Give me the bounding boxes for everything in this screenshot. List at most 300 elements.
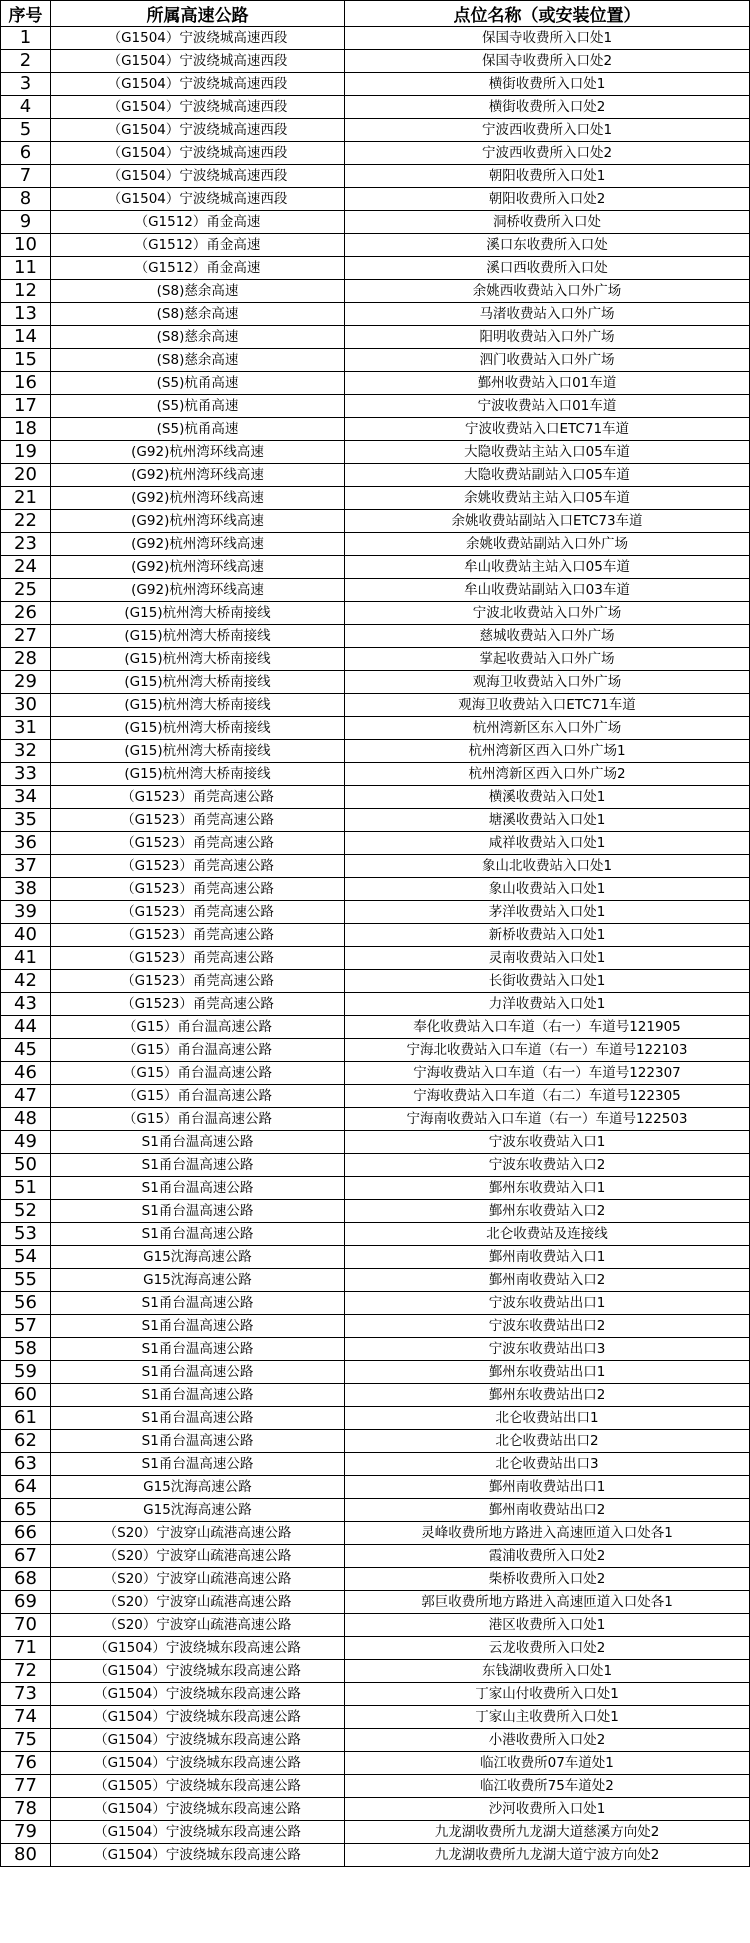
table-row — [1, 1246, 750, 1269]
table-row — [1, 464, 750, 487]
row-highway: （G1504）宁波绕城高速西段 — [51, 188, 345, 211]
row-highway: S1甬台温高速公路 — [51, 1453, 345, 1476]
row-location: 保国寺收费所入口处1 — [345, 27, 750, 50]
header-location: 点位名称（或安装位置） — [345, 1, 750, 27]
row-location: 泗门收费站入口外广场 — [345, 349, 750, 372]
row-highway: (G92)杭州湾环线高速 — [51, 464, 345, 487]
row-location: 宁波收费站入口ETC71车道 — [345, 418, 750, 441]
table-row — [1, 694, 750, 717]
row-highway: （G1523）甬莞高速公路 — [51, 901, 345, 924]
row-index: 2 — [1, 50, 51, 73]
row-highway: （G1504）宁波绕城东段高速公路 — [51, 1729, 345, 1752]
row-index: 70 — [1, 1614, 51, 1637]
table-row — [1, 1476, 750, 1499]
row-index: 58 — [1, 1338, 51, 1361]
row-highway: （G1504）宁波绕城东段高速公路 — [51, 1752, 345, 1775]
table-row — [1, 1591, 750, 1614]
row-highway: (S5)杭甬高速 — [51, 372, 345, 395]
row-highway: （G1523）甬莞高速公路 — [51, 832, 345, 855]
row-index: 42 — [1, 970, 51, 993]
row-location: 灵峰收费所地方路进入高速匝道入口处各1 — [345, 1522, 750, 1545]
table-row — [1, 878, 750, 901]
row-location: 牟山收费站主站入口05车道 — [345, 556, 750, 579]
table-row — [1, 1338, 750, 1361]
row-highway: （G15）甬台温高速公路 — [51, 1039, 345, 1062]
row-index: 60 — [1, 1384, 51, 1407]
table-row — [1, 73, 750, 96]
row-location: 新桥收费站入口处1 — [345, 924, 750, 947]
row-index: 59 — [1, 1361, 51, 1384]
row-index: 25 — [1, 579, 51, 602]
row-index: 12 — [1, 280, 51, 303]
row-index: 26 — [1, 602, 51, 625]
row-index: 13 — [1, 303, 51, 326]
row-index: 54 — [1, 1246, 51, 1269]
row-index: 16 — [1, 372, 51, 395]
row-highway: （S20）宁波穿山疏港高速公路 — [51, 1522, 345, 1545]
table-row — [1, 947, 750, 970]
row-location: 鄞州南收费站出口1 — [345, 1476, 750, 1499]
row-location: 塘溪收费站入口处1 — [345, 809, 750, 832]
row-index: 63 — [1, 1453, 51, 1476]
row-highway: （G1504）宁波绕城高速西段 — [51, 119, 345, 142]
row-location: 余姚收费站主站入口05车道 — [345, 487, 750, 510]
table-row — [1, 1062, 750, 1085]
table-row — [1, 1407, 750, 1430]
row-location: 溪口西收费所入口处 — [345, 257, 750, 280]
row-index: 78 — [1, 1798, 51, 1821]
row-index: 45 — [1, 1039, 51, 1062]
row-highway: （G15）甬台温高速公路 — [51, 1062, 345, 1085]
row-highway: S1甬台温高速公路 — [51, 1223, 345, 1246]
table-row — [1, 1729, 750, 1752]
row-index: 72 — [1, 1660, 51, 1683]
row-index: 40 — [1, 924, 51, 947]
row-location: 慈城收费站入口外广场 — [345, 625, 750, 648]
row-highway: G15沈海高速公路 — [51, 1269, 345, 1292]
row-index: 76 — [1, 1752, 51, 1775]
row-index: 74 — [1, 1706, 51, 1729]
row-highway: (S5)杭甬高速 — [51, 418, 345, 441]
row-index: 49 — [1, 1131, 51, 1154]
row-location: 霞浦收费所入口处2 — [345, 1545, 750, 1568]
row-index: 80 — [1, 1844, 51, 1867]
header-index: 序号 — [1, 1, 51, 27]
row-location: 宁波东收费站出口1 — [345, 1292, 750, 1315]
row-index: 43 — [1, 993, 51, 1016]
table-row — [1, 648, 750, 671]
row-location: 保国寺收费所入口处2 — [345, 50, 750, 73]
table-row — [1, 1568, 750, 1591]
row-highway: （G1523）甬莞高速公路 — [51, 809, 345, 832]
row-location: 朝阳收费所入口处2 — [345, 188, 750, 211]
row-highway: （G1504）宁波绕城东段高速公路 — [51, 1821, 345, 1844]
row-index: 44 — [1, 1016, 51, 1039]
row-index: 37 — [1, 855, 51, 878]
table-row — [1, 395, 750, 418]
table-row — [1, 1292, 750, 1315]
table-row — [1, 142, 750, 165]
table-row — [1, 602, 750, 625]
row-highway: （S20）宁波穿山疏港高速公路 — [51, 1614, 345, 1637]
table-header — [1, 1, 750, 27]
row-highway: (G15)杭州湾大桥南接线 — [51, 740, 345, 763]
row-index: 46 — [1, 1062, 51, 1085]
row-index: 79 — [1, 1821, 51, 1844]
table-row — [1, 303, 750, 326]
row-index: 75 — [1, 1729, 51, 1752]
row-location: 余姚西收费站入口外广场 — [345, 280, 750, 303]
table-row — [1, 165, 750, 188]
row-index: 35 — [1, 809, 51, 832]
row-location: 横溪收费站入口处1 — [345, 786, 750, 809]
row-index: 17 — [1, 395, 51, 418]
table-row — [1, 27, 750, 50]
row-highway: S1甬台温高速公路 — [51, 1131, 345, 1154]
table-row — [1, 188, 750, 211]
row-index: 69 — [1, 1591, 51, 1614]
row-index: 48 — [1, 1108, 51, 1131]
table-row — [1, 832, 750, 855]
row-highway: (G92)杭州湾环线高速 — [51, 533, 345, 556]
table-row — [1, 510, 750, 533]
row-location: 象山北收费站入口处1 — [345, 855, 750, 878]
row-highway: （G1523）甬莞高速公路 — [51, 786, 345, 809]
row-index: 20 — [1, 464, 51, 487]
row-location: 九龙湖收费所九龙湖大道慈溪方向处2 — [345, 1821, 750, 1844]
row-highway: （G1523）甬莞高速公路 — [51, 993, 345, 1016]
table-row — [1, 855, 750, 878]
row-index: 29 — [1, 671, 51, 694]
table-row — [1, 1453, 750, 1476]
row-location: 宁海南收费站入口车道（右一）车道号122503 — [345, 1108, 750, 1131]
row-highway: （G1504）宁波绕城东段高速公路 — [51, 1798, 345, 1821]
row-index: 27 — [1, 625, 51, 648]
row-index: 22 — [1, 510, 51, 533]
table-row — [1, 1039, 750, 1062]
row-highway: （G1504）宁波绕城东段高速公路 — [51, 1706, 345, 1729]
row-location: 溪口东收费所入口处 — [345, 234, 750, 257]
row-location: 小港收费所入口处2 — [345, 1729, 750, 1752]
row-location: 观海卫收费站入口ETC71车道 — [345, 694, 750, 717]
row-location: 宁波东收费站出口3 — [345, 1338, 750, 1361]
table-row — [1, 1683, 750, 1706]
table-row — [1, 717, 750, 740]
row-location: 长街收费站入口处1 — [345, 970, 750, 993]
row-location: 宁海收费站入口车道（右一）车道号122307 — [345, 1062, 750, 1085]
row-index: 62 — [1, 1430, 51, 1453]
row-location: 云龙收费所入口处2 — [345, 1637, 750, 1660]
table-row — [1, 349, 750, 372]
row-location: 丁家山付收费所入口处1 — [345, 1683, 750, 1706]
row-index: 68 — [1, 1568, 51, 1591]
row-index: 65 — [1, 1499, 51, 1522]
row-highway: S1甬台温高速公路 — [51, 1407, 345, 1430]
row-index: 39 — [1, 901, 51, 924]
row-location: 咸祥收费站入口处1 — [345, 832, 750, 855]
row-location: 北仑收费站及连接线 — [345, 1223, 750, 1246]
row-location: 丁家山主收费所入口处1 — [345, 1706, 750, 1729]
row-highway: (G15)杭州湾大桥南接线 — [51, 763, 345, 786]
row-index: 3 — [1, 73, 51, 96]
row-location: 宁波东收费站入口2 — [345, 1154, 750, 1177]
table-row — [1, 1706, 750, 1729]
row-index: 53 — [1, 1223, 51, 1246]
row-location: 临江收费所07车道处1 — [345, 1752, 750, 1775]
row-highway: （G1523）甬莞高速公路 — [51, 855, 345, 878]
row-index: 73 — [1, 1683, 51, 1706]
row-highway: (S5)杭甬高速 — [51, 395, 345, 418]
table-row — [1, 901, 750, 924]
table-row — [1, 809, 750, 832]
row-location: 宁波北收费站入口外广场 — [345, 602, 750, 625]
table-row — [1, 1200, 750, 1223]
row-location: 鄞州南收费站入口1 — [345, 1246, 750, 1269]
row-highway: S1甬台温高速公路 — [51, 1200, 345, 1223]
table-row — [1, 326, 750, 349]
table-row — [1, 487, 750, 510]
table-row — [1, 1660, 750, 1683]
row-location: 鄞州东收费站出口1 — [345, 1361, 750, 1384]
row-index: 67 — [1, 1545, 51, 1568]
table-row — [1, 1637, 750, 1660]
row-location: 牟山收费站副站入口03车道 — [345, 579, 750, 602]
row-highway: (S8)慈余高速 — [51, 349, 345, 372]
row-highway: S1甬台温高速公路 — [51, 1315, 345, 1338]
row-location: 九龙湖收费所九龙湖大道宁波方向处2 — [345, 1844, 750, 1867]
table-row — [1, 740, 750, 763]
row-location: 大隐收费站副站入口05车道 — [345, 464, 750, 487]
row-highway: （G1504）宁波绕城东段高速公路 — [51, 1637, 345, 1660]
row-index: 11 — [1, 257, 51, 280]
row-highway: （G1523）甬莞高速公路 — [51, 878, 345, 901]
row-location: 东钱湖收费所入口处1 — [345, 1660, 750, 1683]
table-row — [1, 579, 750, 602]
row-location: 杭州湾新区东入口外广场 — [345, 717, 750, 740]
row-highway: （G1512）甬金高速 — [51, 234, 345, 257]
row-index: 15 — [1, 349, 51, 372]
row-highway: （S20）宁波穿山疏港高速公路 — [51, 1545, 345, 1568]
table-row — [1, 119, 750, 142]
row-location: 朝阳收费所入口处1 — [345, 165, 750, 188]
table-row — [1, 1775, 750, 1798]
table-row — [1, 1177, 750, 1200]
table-row — [1, 1384, 750, 1407]
row-index: 52 — [1, 1200, 51, 1223]
row-index: 7 — [1, 165, 51, 188]
table-row — [1, 257, 750, 280]
row-highway: （G1504）宁波绕城高速西段 — [51, 96, 345, 119]
row-index: 4 — [1, 96, 51, 119]
row-highway: S1甬台温高速公路 — [51, 1154, 345, 1177]
header-highway: 所属高速公路 — [51, 1, 345, 27]
table-row — [1, 234, 750, 257]
row-highway: （G1523）甬莞高速公路 — [51, 947, 345, 970]
row-location: 大隐收费站主站入口05车道 — [345, 441, 750, 464]
row-location: 横街收费所入口处2 — [345, 96, 750, 119]
table-row — [1, 1430, 750, 1453]
row-highway: G15沈海高速公路 — [51, 1246, 345, 1269]
table-row — [1, 1131, 750, 1154]
table-row — [1, 50, 750, 73]
row-index: 28 — [1, 648, 51, 671]
row-index: 32 — [1, 740, 51, 763]
table-row — [1, 1499, 750, 1522]
row-index: 21 — [1, 487, 51, 510]
row-index: 38 — [1, 878, 51, 901]
row-highway: (G92)杭州湾环线高速 — [51, 487, 345, 510]
row-index: 41 — [1, 947, 51, 970]
table-row — [1, 763, 750, 786]
row-index: 66 — [1, 1522, 51, 1545]
table-row — [1, 372, 750, 395]
table-row — [1, 1085, 750, 1108]
table-row — [1, 1752, 750, 1775]
header-row — [1, 1, 750, 27]
row-highway: (G15)杭州湾大桥南接线 — [51, 717, 345, 740]
row-location: 茅洋收费站入口处1 — [345, 901, 750, 924]
row-index: 71 — [1, 1637, 51, 1660]
row-index: 61 — [1, 1407, 51, 1430]
row-highway: (S8)慈余高速 — [51, 280, 345, 303]
row-highway: S1甬台温高速公路 — [51, 1361, 345, 1384]
row-location: 宁海北收费站入口车道（右一）车道号122103 — [345, 1039, 750, 1062]
row-highway: S1甬台温高速公路 — [51, 1292, 345, 1315]
table-body — [1, 27, 750, 1867]
row-location: 北仑收费站出口2 — [345, 1430, 750, 1453]
row-highway: （G1504）宁波绕城高速西段 — [51, 27, 345, 50]
row-location: 鄞州收费站入口01车道 — [345, 372, 750, 395]
row-location: 宁海收费站入口车道（右二）车道号122305 — [345, 1085, 750, 1108]
row-index: 23 — [1, 533, 51, 556]
row-highway: （G1504）宁波绕城高速西段 — [51, 165, 345, 188]
row-highway: （G1523）甬莞高速公路 — [51, 970, 345, 993]
row-location: 宁波东收费站出口2 — [345, 1315, 750, 1338]
row-location: 杭州湾新区西入口外广场1 — [345, 740, 750, 763]
table-row — [1, 993, 750, 1016]
row-highway: (G92)杭州湾环线高速 — [51, 556, 345, 579]
row-location: 鄞州东收费站入口2 — [345, 1200, 750, 1223]
row-index: 1 — [1, 27, 51, 50]
table-row — [1, 924, 750, 947]
row-location: 宁波东收费站入口1 — [345, 1131, 750, 1154]
row-location: 沙河收费所入口处1 — [345, 1798, 750, 1821]
table-row — [1, 1522, 750, 1545]
row-location: 港区收费所入口处1 — [345, 1614, 750, 1637]
row-highway: S1甬台温高速公路 — [51, 1430, 345, 1453]
table-row — [1, 1545, 750, 1568]
row-index: 10 — [1, 234, 51, 257]
row-index: 55 — [1, 1269, 51, 1292]
table-row — [1, 1016, 750, 1039]
row-index: 19 — [1, 441, 51, 464]
row-location: 力洋收费站入口处1 — [345, 993, 750, 1016]
row-location: 鄞州东收费站入口1 — [345, 1177, 750, 1200]
row-highway: （S20）宁波穿山疏港高速公路 — [51, 1568, 345, 1591]
table-row — [1, 441, 750, 464]
table-row — [1, 1361, 750, 1384]
row-highway: (G15)杭州湾大桥南接线 — [51, 648, 345, 671]
table-row — [1, 625, 750, 648]
row-location: 洞桥收费所入口处 — [345, 211, 750, 234]
table-row — [1, 1223, 750, 1246]
row-index: 64 — [1, 1476, 51, 1499]
row-index: 30 — [1, 694, 51, 717]
row-highway: （G15）甬台温高速公路 — [51, 1085, 345, 1108]
row-highway: （S20）宁波穿山疏港高速公路 — [51, 1591, 345, 1614]
row-highway: S1甬台温高速公路 — [51, 1338, 345, 1361]
row-location: 郭巨收费所地方路进入高速匝道入口处各1 — [345, 1591, 750, 1614]
row-index: 77 — [1, 1775, 51, 1798]
table-row — [1, 280, 750, 303]
row-highway: G15沈海高速公路 — [51, 1499, 345, 1522]
row-location: 观海卫收费站入口外广场 — [345, 671, 750, 694]
table-row — [1, 1269, 750, 1292]
row-index: 51 — [1, 1177, 51, 1200]
row-index: 57 — [1, 1315, 51, 1338]
row-highway: （G1504）宁波绕城高速西段 — [51, 50, 345, 73]
table-row — [1, 786, 750, 809]
row-index: 47 — [1, 1085, 51, 1108]
row-highway: （G1504）宁波绕城高速西段 — [51, 73, 345, 96]
row-highway: (G15)杭州湾大桥南接线 — [51, 671, 345, 694]
row-index: 5 — [1, 119, 51, 142]
row-highway: （G1523）甬莞高速公路 — [51, 924, 345, 947]
row-highway: (S8)慈余高速 — [51, 326, 345, 349]
table-row — [1, 671, 750, 694]
row-index: 8 — [1, 188, 51, 211]
row-location: 余姚收费站副站入口ETC73车道 — [345, 510, 750, 533]
row-index: 36 — [1, 832, 51, 855]
row-highway: （G15）甬台温高速公路 — [51, 1016, 345, 1039]
row-location: 宁波西收费所入口处1 — [345, 119, 750, 142]
row-index: 6 — [1, 142, 51, 165]
row-location: 柴桥收费所入口处2 — [345, 1568, 750, 1591]
row-highway: （G1512）甬金高速 — [51, 211, 345, 234]
row-location: 鄞州南收费站入口2 — [345, 1269, 750, 1292]
table-row — [1, 1108, 750, 1131]
row-location: 北仑收费站出口3 — [345, 1453, 750, 1476]
row-highway: S1甬台温高速公路 — [51, 1177, 345, 1200]
row-index: 34 — [1, 786, 51, 809]
row-location: 余姚收费站副站入口外广场 — [345, 533, 750, 556]
row-highway: G15沈海高速公路 — [51, 1476, 345, 1499]
row-location: 北仑收费站出口1 — [345, 1407, 750, 1430]
row-index: 24 — [1, 556, 51, 579]
table-row — [1, 1315, 750, 1338]
row-index: 31 — [1, 717, 51, 740]
row-highway: (G15)杭州湾大桥南接线 — [51, 694, 345, 717]
row-location: 灵南收费站入口处1 — [345, 947, 750, 970]
row-location: 掌起收费站入口外广场 — [345, 648, 750, 671]
row-location: 鄞州南收费站出口2 — [345, 1499, 750, 1522]
row-highway: （G1504）宁波绕城高速西段 — [51, 142, 345, 165]
table-row — [1, 211, 750, 234]
row-location: 象山收费站入口处1 — [345, 878, 750, 901]
row-highway: (G92)杭州湾环线高速 — [51, 579, 345, 602]
row-highway: （G1504）宁波绕城东段高速公路 — [51, 1660, 345, 1683]
row-highway: （G1505）宁波绕城东段高速公路 — [51, 1775, 345, 1798]
row-highway: （G1512）甬金高速 — [51, 257, 345, 280]
row-location: 临江收费所75车道处2 — [345, 1775, 750, 1798]
row-index: 14 — [1, 326, 51, 349]
row-index: 50 — [1, 1154, 51, 1177]
row-highway: （G15）甬台温高速公路 — [51, 1108, 345, 1131]
row-location: 杭州湾新区西入口外广场2 — [345, 763, 750, 786]
row-highway: （G1504）宁波绕城东段高速公路 — [51, 1683, 345, 1706]
row-highway: (G15)杭州湾大桥南接线 — [51, 602, 345, 625]
row-highway: (S8)慈余高速 — [51, 303, 345, 326]
